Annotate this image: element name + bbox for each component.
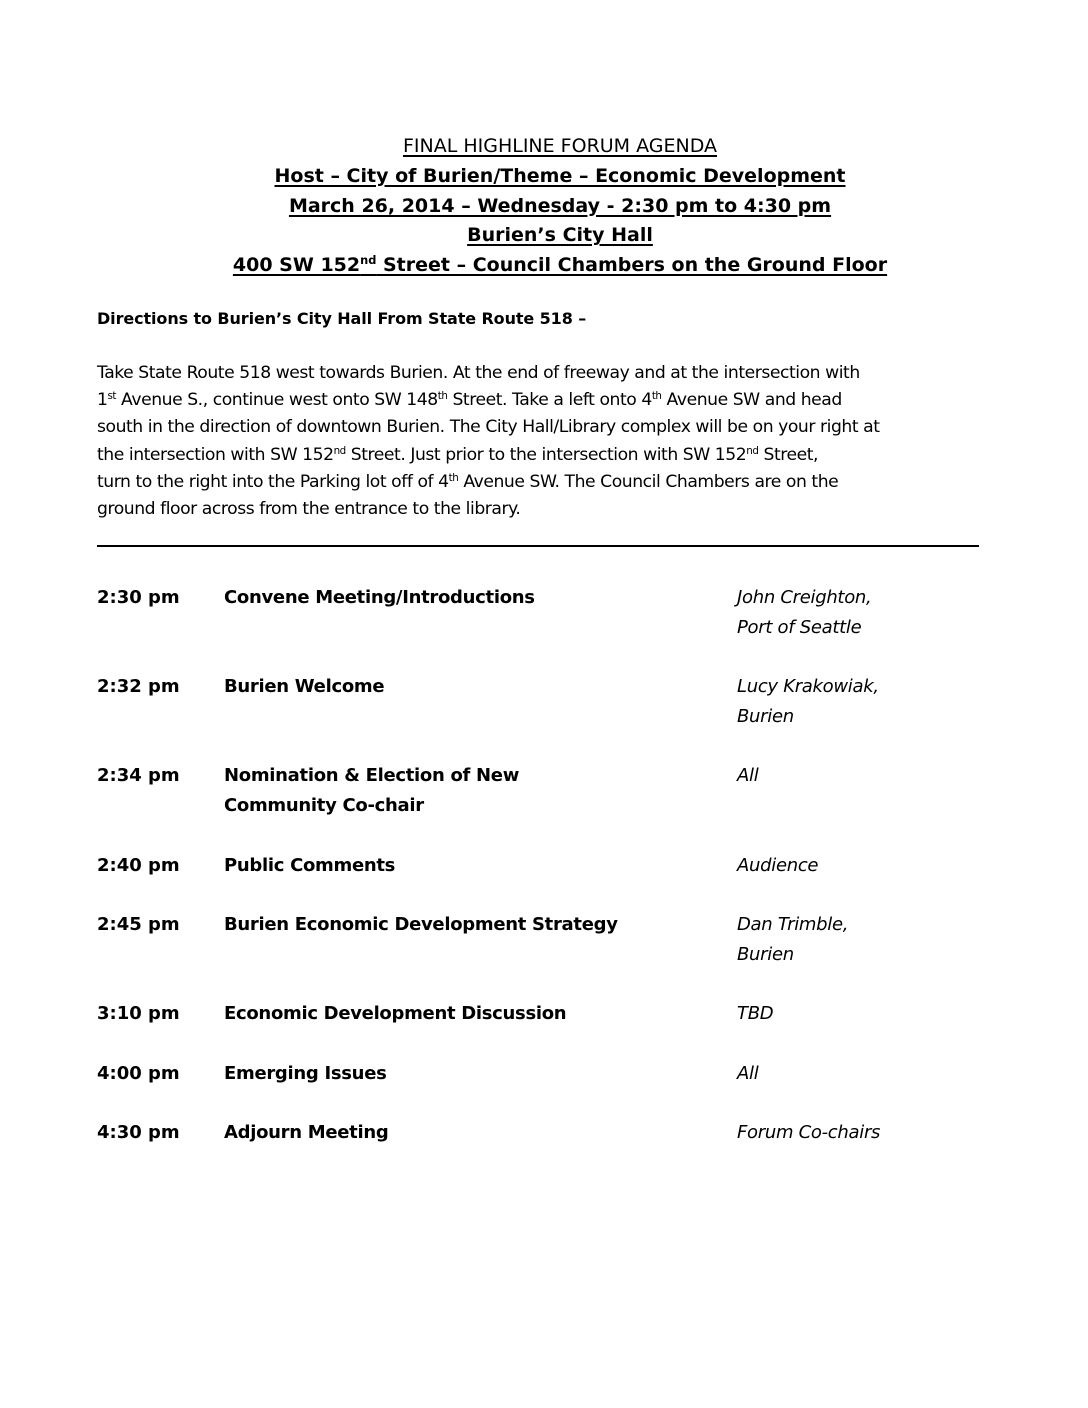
agenda-item-text: Public Comments [224, 855, 396, 876]
directions-paragraph [97, 360, 997, 523]
agenda-item-text: Burien Economic Development Strategy [224, 914, 618, 935]
directions-text: turn to the right into the Parking lot off of 4 [97, 471, 449, 492]
agenda-item-text: Nomination & Election of New [224, 765, 520, 786]
directions-text: south in the direction of downtown Burien. The City Hall/Library complex will be on your right at [97, 417, 880, 438]
directions-line [97, 387, 997, 414]
agenda-time: 4:00 pm [97, 1063, 180, 1084]
host-line-text: Host – City of Burien/Theme – Economic Development [274, 164, 846, 187]
agenda-presenter-text: All [737, 765, 759, 786]
agenda-presenter-text: All [737, 1063, 759, 1084]
agenda-item-text: Emerging Issues [224, 1063, 387, 1084]
directions-text: Avenue SW. The Council Chambers are on the [458, 471, 839, 492]
agenda-time: 2:40 pm [97, 855, 180, 876]
date-line [0, 192, 1088, 222]
directions-text: ground floor across from the entrance to the library. [97, 499, 521, 520]
agenda-presenter [737, 583, 871, 643]
address-prefix: 400 SW 152 [232, 254, 361, 277]
agenda-presenter-text: Dan Trimble, [737, 914, 849, 935]
agenda-item-text: Convene Meeting/Introductions [224, 587, 535, 608]
agenda-presenter-text: Burien [737, 706, 794, 727]
ordinal-superscript: st [107, 390, 117, 403]
directions-line [97, 496, 997, 523]
directions-text: Avenue S., continue west onto SW 148 [116, 390, 438, 411]
agenda-time: 2:45 pm [97, 914, 180, 935]
ordinal-superscript: th [437, 390, 448, 403]
document-title-text: FINAL HIGHLINE FORUM AGENDA [402, 135, 718, 157]
agenda-item [224, 672, 664, 702]
ordinal-superscript: nd [333, 444, 346, 457]
ordinal-superscript: th [651, 390, 662, 403]
directions-text: 1 [97, 390, 108, 411]
agenda-time: 2:30 pm [97, 587, 180, 608]
agenda-time: 2:34 pm [97, 765, 180, 786]
agenda-presenter-text: Burien [737, 944, 794, 965]
directions-line [97, 414, 997, 441]
agenda-item [224, 1059, 664, 1089]
directions-text: Street. Take a left onto 4 [447, 390, 652, 411]
date-line-text: March 26, 2014 – Wednesday - 2:30 pm to 4:30 pm [288, 194, 832, 217]
section-divider [97, 545, 979, 547]
agenda-presenter-text: Port of Seattle [737, 617, 862, 638]
document-title [0, 132, 1088, 162]
venue-line [0, 221, 1088, 251]
agenda-item [224, 999, 664, 1029]
address-line [0, 251, 1088, 281]
agenda-item-text: Economic Development Discussion [224, 1003, 567, 1024]
agenda-item [224, 851, 664, 881]
ordinal-superscript: th [448, 471, 459, 484]
agenda-presenter [737, 910, 848, 970]
agenda-presenter [737, 1059, 758, 1089]
directions-line [97, 442, 997, 469]
agenda-item [224, 761, 664, 821]
directions-line [97, 469, 997, 496]
venue-line-text: Burien’s City Hall [467, 224, 653, 247]
agenda-presenter [737, 851, 818, 881]
agenda-presenter [737, 672, 879, 732]
directions-line [97, 360, 997, 387]
agenda-item-text: Burien Welcome [224, 676, 385, 697]
agenda-presenter [737, 1118, 880, 1148]
agenda-presenter-text: John Creighton, [737, 587, 872, 608]
address-superscript: nd [360, 253, 377, 268]
ordinal-superscript: nd [746, 444, 759, 457]
agenda-presenter-text: Lucy Krakowiak, [737, 676, 879, 697]
agenda-presenter-text: Audience [737, 855, 819, 876]
agenda-header [0, 132, 1088, 281]
agenda-item [224, 583, 664, 613]
agenda-time: 3:10 pm [97, 1003, 180, 1024]
address-suffix: Street – Council Chambers on the Ground Floor [376, 254, 888, 277]
directions-text: Street, [758, 444, 819, 465]
directions-text: Street. Just prior to the intersection with SW 152 [345, 444, 747, 465]
directions-text: the intersection with SW 152 [97, 444, 334, 465]
agenda-presenter [737, 999, 773, 1029]
agenda-presenter [737, 761, 758, 791]
address-line-text [233, 254, 887, 276]
directions-heading: Directions to Burien’s City Hall From State Route 518 – [97, 309, 587, 328]
agenda-time: 4:30 pm [97, 1122, 180, 1143]
agenda-item-text: Community Co-chair [224, 795, 424, 816]
agenda-presenter-text: TBD [737, 1003, 774, 1024]
agenda-item [224, 910, 664, 940]
agenda-item-text: Adjourn Meeting [224, 1122, 389, 1143]
host-line [0, 162, 1088, 192]
agenda-time: 2:32 pm [97, 676, 180, 697]
agenda-item [224, 1118, 664, 1148]
directions-text: Avenue SW and head [661, 390, 842, 411]
agenda-presenter-text: Forum Co-chairs [737, 1122, 881, 1143]
directions-text: Take State Route 518 west towards Burien. At the end of freeway and at the intersection with [97, 363, 860, 383]
